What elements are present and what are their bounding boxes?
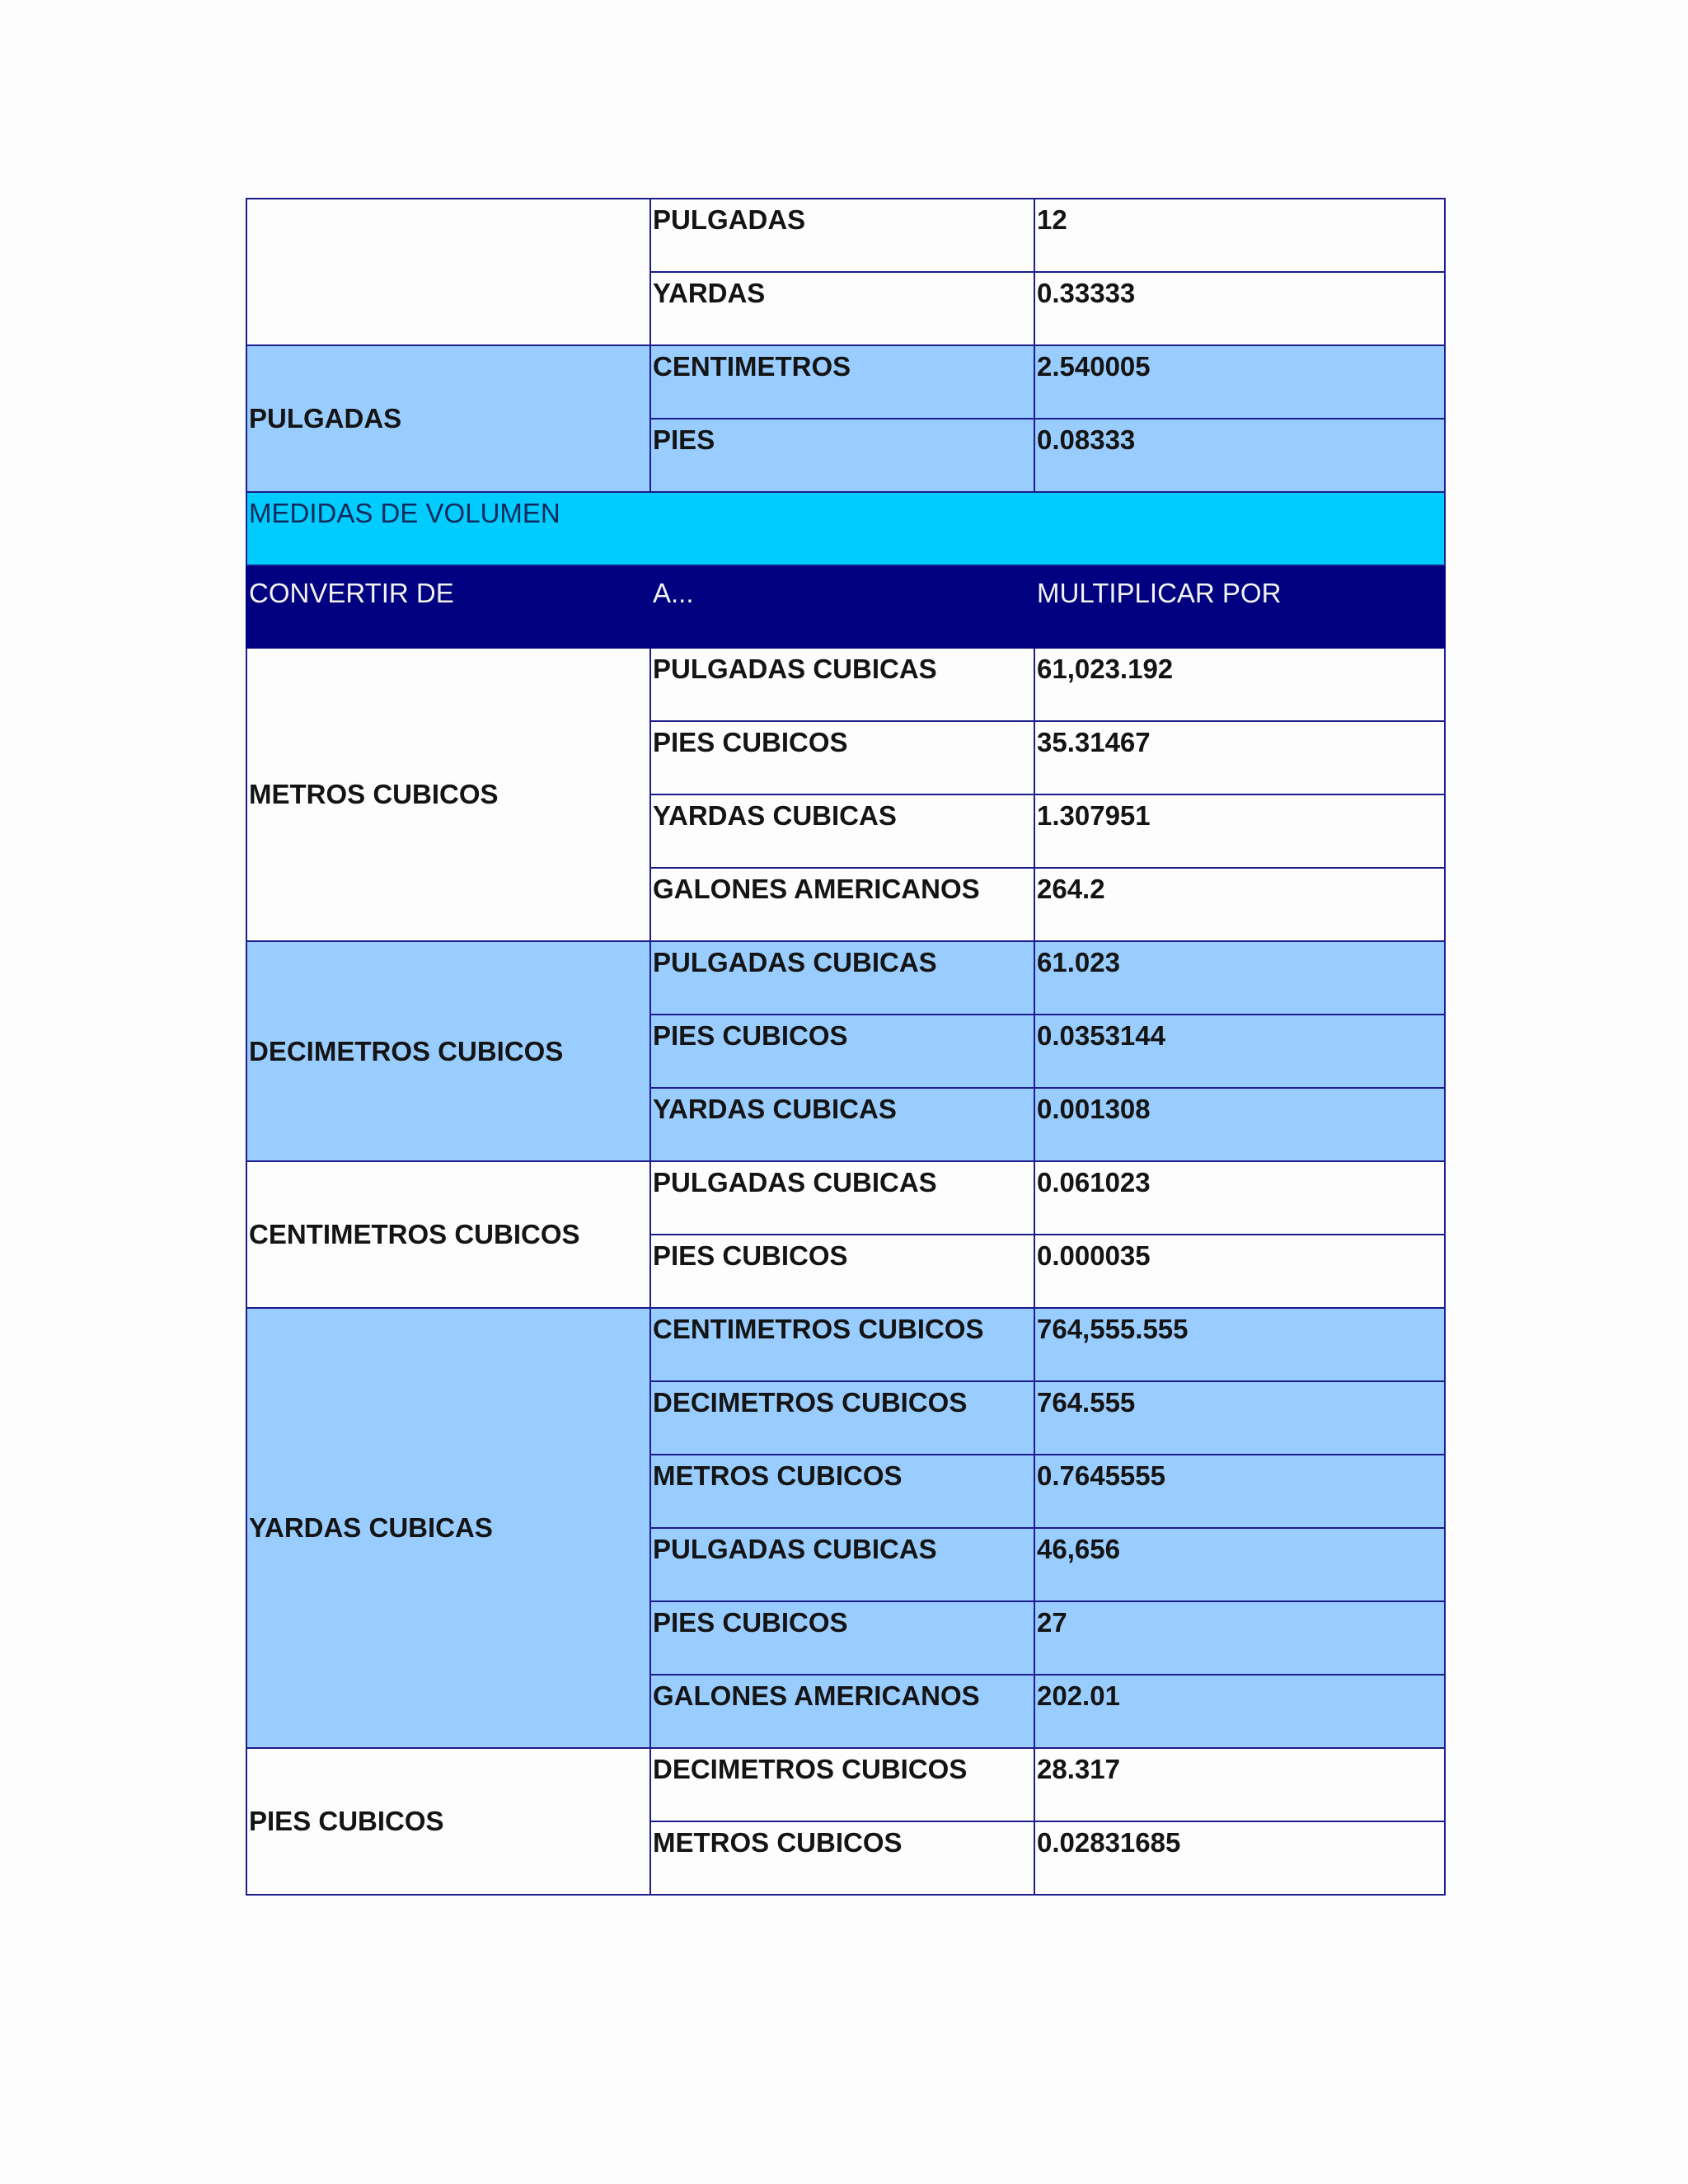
convert-to-cell: CENTIMETROS CUBICOS [650,1308,1034,1381]
factor-cell: 0.001308 [1034,1088,1445,1161]
convert-from-cell: DECIMETROS CUBICOS [246,941,650,1161]
factor-cell: 28.317 [1034,1748,1445,1821]
convert-to-cell: PULGADAS CUBICAS [650,941,1034,1015]
convert-to-cell: PULGADAS CUBICAS [650,648,1034,721]
factor-cell: 0.000035 [1034,1235,1445,1308]
convert-from-cell: YARDAS CUBICAS [246,1308,650,1748]
factor-cell: 264.2 [1034,868,1445,941]
section-title-row [246,492,1445,565]
header-multiply-by: MULTIPLICAR POR [1034,565,1445,648]
table-row [246,1748,1445,1821]
table-row [246,648,1445,721]
convert-to-cell: DECIMETROS CUBICOS [650,1381,1034,1455]
factor-cell: 2.540005 [1034,345,1445,419]
conversion-table [246,198,1446,1896]
factor-cell: 0.08333 [1034,419,1445,492]
factor-cell: 764.555 [1034,1381,1445,1455]
convert-to-cell: YARDAS CUBICAS [650,794,1034,868]
convert-to-cell: GALONES AMERICANOS [650,868,1034,941]
convert-to-cell: PIES CUBICOS [650,1015,1034,1088]
convert-to-cell: YARDAS CUBICAS [650,1088,1034,1161]
table-row [246,1308,1445,1381]
header-convert-to: A... [650,565,1034,648]
convert-to-cell: PIES [650,419,1034,492]
convert-to-cell: DECIMETROS CUBICOS [650,1748,1034,1821]
convert-to-cell: METROS CUBICOS [650,1455,1034,1528]
table-row [246,1161,1445,1235]
factor-cell: 61,023.192 [1034,648,1445,721]
convert-from-cell: CENTIMETROS CUBICOS [246,1161,650,1308]
factor-cell: 35.31467 [1034,721,1445,794]
factor-cell: 202.01 [1034,1675,1445,1748]
factor-cell: 0.02831685 [1034,1821,1445,1895]
convert-to-cell: PULGADAS CUBICAS [650,1528,1034,1601]
convert-to-cell: PULGADAS CUBICAS [650,1161,1034,1235]
convert-to-cell: CENTIMETROS [650,345,1034,419]
convert-to-cell: METROS CUBICOS [650,1821,1034,1895]
factor-cell: 61.023 [1034,941,1445,1015]
factor-cell: 0.33333 [1034,272,1445,345]
factor-cell: 27 [1034,1601,1445,1675]
convert-from-cell: PULGADAS [246,345,650,492]
factor-cell: 46,656 [1034,1528,1445,1601]
header-row [246,565,1445,648]
factor-cell: 0.7645555 [1034,1455,1445,1528]
factor-cell: 12 [1034,199,1445,272]
convert-to-cell: PIES CUBICOS [650,1235,1034,1308]
factor-cell: 0.061023 [1034,1161,1445,1235]
convert-to-cell: PULGADAS [650,199,1034,272]
factor-cell: 1.307951 [1034,794,1445,868]
convert-to-cell: PIES CUBICOS [650,1601,1034,1675]
header-convert-from: CONVERTIR DE [246,565,650,648]
convert-to-cell: GALONES AMERICANOS [650,1675,1034,1748]
table-row [246,941,1445,1015]
factor-cell: 764,555.555 [1034,1308,1445,1381]
convert-to-cell: YARDAS [650,272,1034,345]
convert-from-cell [246,199,650,345]
table-row [246,345,1445,419]
convert-from-cell: METROS CUBICOS [246,648,650,941]
factor-cell: 0.0353144 [1034,1015,1445,1088]
convert-to-cell: PIES CUBICOS [650,721,1034,794]
convert-from-cell: PIES CUBICOS [246,1748,650,1895]
section-title: MEDIDAS DE VOLUMEN [246,492,1445,565]
table-row [246,199,1445,272]
